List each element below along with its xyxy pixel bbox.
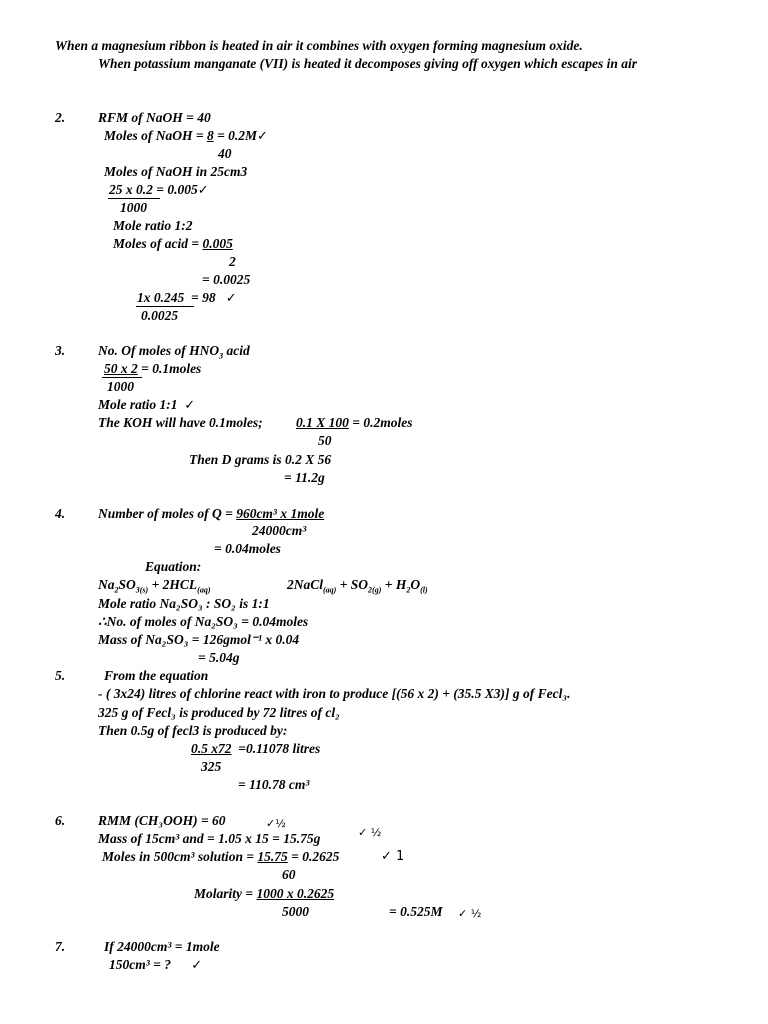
q4-equation-right: 2NaCl$_{(aq)}$ + $SO_{2(g)} + H_2O_{(l)}$ (287, 577, 428, 595)
q2-moles-naoh: Moles of NaOH = 8 = 0.2M✓ (104, 128, 268, 144)
q2-calc-den: 1000 (120, 200, 147, 215)
q4-number: 4. (55, 506, 66, 521)
q6-molarity-result: = 0.525M (389, 904, 443, 919)
q5-number: 5. (55, 668, 66, 683)
q7-line-1: If 24000cm³ = 1mole (104, 939, 220, 954)
q5-calc-den: 325 (201, 759, 222, 774)
q4-moles-result: = 0.04moles (214, 541, 281, 556)
q2-calc: 25 x 0.2 = 0.005✓ (109, 182, 209, 198)
q2-rfm: RFM of NaOH = 40 (98, 110, 211, 125)
tick-icon: ✓ (358, 826, 368, 839)
tick-icon: ✓ (184, 398, 196, 413)
q6-mass: Mass of 15cm³ and = 1.05 x 15 = 15.75g (98, 831, 321, 846)
q2-moles-den: 40 (218, 146, 232, 161)
intro-line-2: When potassium manganate (VII) is heated it decomposes giving off oxygen which escapes in air (98, 56, 638, 71)
q6-mark-4: ✓ ½ (458, 907, 482, 920)
q6-molarity-den: 5000 (282, 904, 309, 919)
q3-calc: 50 x 2 = 0.1moles (104, 361, 202, 376)
tick-icon: ✓ (197, 183, 209, 198)
q4-ratio: Mole ratio Na₂SO₃ : SO₂ is 1:1 (98, 596, 270, 611)
q6-mark-3: ✓ 1 (381, 849, 405, 864)
tick-icon: ✓ (458, 907, 468, 920)
q5-result: = 110.78 cm³ (238, 777, 310, 792)
q6-moles: Moles in 500cm³ solution = 15.75 = 0.2625 (102, 849, 340, 864)
q5-line-2: - ( 3x24) litres of chlorine react with iron to produce [(56 x 2) + (35.5 X3)] g of Fecl₃. (98, 686, 571, 701)
q3-then: Then D grams is 0.2 X 56 (189, 452, 332, 467)
tick-icon: ✓ (257, 129, 268, 144)
q5-line-1: From the equation (104, 668, 209, 683)
q6-mark-2: ✓ ½ (358, 826, 382, 839)
q2-acid-den: 2 (229, 254, 236, 269)
q6-number: 6. (55, 813, 66, 828)
q2-ratio: Mole ratio 1:2 (113, 218, 193, 233)
q4-equation-label: Equation: (145, 559, 202, 574)
q4-mass-result: = 5.04g (198, 650, 240, 665)
q5-calc: 0.5 x72 =0.11078 litres (191, 741, 321, 756)
q6-molarity: Molarity = 1000 x 0.2625 (194, 886, 335, 901)
q3-ratio: Mole ratio 1:1 ✓ (98, 397, 196, 413)
q3-number: 3. (55, 343, 66, 358)
q3-koh: The KOH will have 0.1moles; (98, 415, 263, 430)
tick-icon: ✓ (266, 817, 276, 830)
q4-moles: Number of moles of Q = 960cm³ x 1mole (98, 506, 325, 521)
q4-equation-left: $Na_2SO_{3(s)} + 2HCL_{(aq)}$ (98, 577, 211, 595)
q2-rmm: 1x 0.245 = 98 ✓ (137, 290, 237, 306)
q2-moles-25: Moles of NaOH in 25cm3 (104, 164, 248, 179)
q3-calc-den: 1000 (107, 379, 134, 394)
q4-moles-den: 24000cm³ (252, 523, 307, 538)
q6-moles-den: 60 (282, 867, 296, 882)
tick-icon: ✓ (191, 958, 203, 973)
q5-line-3: 325 g of Fecl₃ is produced by 72 litres of cl₂ (98, 705, 340, 720)
q2-number: 2. (55, 110, 66, 125)
q2-acid: Moles of acid = 0.005 (113, 236, 233, 251)
q2-calc-fraction-bar (108, 198, 160, 199)
q3-calc-fraction-bar (102, 377, 142, 378)
q6-mark-1: ✓½ (266, 817, 286, 830)
tick-icon: ✓ (381, 849, 392, 864)
q2-rmm-fraction-bar (136, 306, 194, 307)
q3-koh-den: 50 (318, 433, 332, 448)
q4-mass: Mass of Na₂SO₃ = 126gmol⁻¹ x 0.04 (98, 632, 300, 647)
q7-line-2: 150cm³ = ? ✓ (109, 957, 203, 973)
intro-line-1: When a magnesium ribbon is heated in air it combines with oxygen forming magnesium oxide. (55, 38, 583, 53)
q5-line-4: Then 0.5g of fecl3 is produced by: (98, 723, 288, 738)
q3-koh-calc: 0.1 X 100 = 0.2moles (296, 415, 413, 430)
q2-rmm-den: 0.0025 (141, 308, 179, 323)
q7-number: 7. (55, 939, 66, 954)
q6-rmm: RMM (CH₃OOH) = 60 (98, 813, 226, 828)
tick-icon: ✓ (225, 291, 237, 306)
q3-line-1: No. Of moles of $HNO_3$ acid (98, 343, 250, 361)
q4-therefore: ∴No. of moles of Na₂SO₃ = 0.04moles (98, 614, 309, 629)
q2-acid-result: = 0.0025 (202, 272, 251, 287)
q3-result: = 11.2g (284, 470, 325, 485)
